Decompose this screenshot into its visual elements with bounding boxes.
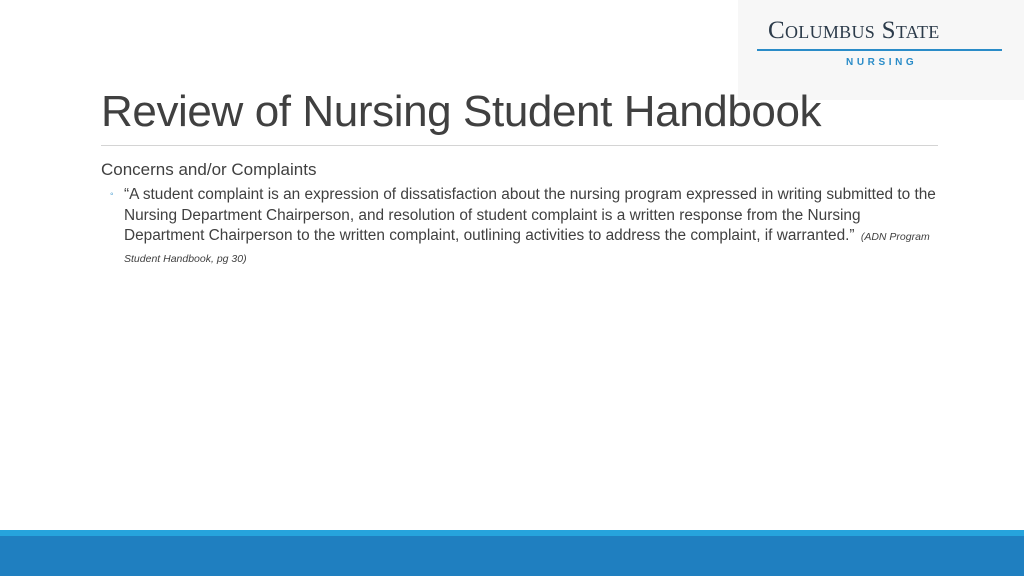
logo-subtitle: NURSING [846, 57, 918, 68]
logo-divider [757, 49, 1002, 51]
bullet-quote: “A student complaint is an expression of dissatisfaction about the nursing program expressed in writing submitted to the Nursing Department Chairperson, and resolution of student complaint is a written response from the Nursing Department Chairperson to the written complaint, outlining activities to address the complaint, if warranted.” [124, 186, 936, 245]
slide-content [101, 159, 941, 269]
bullet-item [101, 185, 941, 269]
title-divider [101, 145, 938, 146]
bullet-circle-icon: ◦ [110, 189, 114, 200]
section-heading: Concerns and/or Complaints [101, 160, 317, 179]
footer-bar [0, 536, 1024, 576]
citation: (ADN Program Student Handbook, pg 30) [124, 231, 930, 265]
logo-name: Columbus State [768, 17, 940, 44]
slide-title: Review of Nursing Student Handbook [101, 87, 822, 136]
